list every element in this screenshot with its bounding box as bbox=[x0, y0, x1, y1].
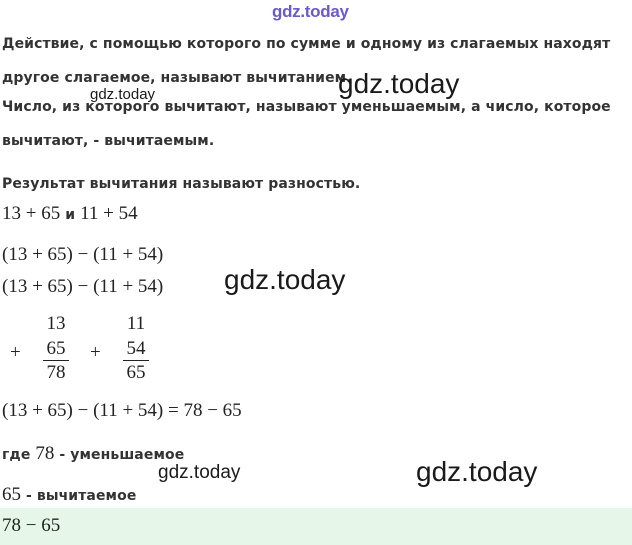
result-expression: (13 + 65) − (11 + 54) = 78 − 65 bbox=[2, 400, 242, 421]
where-word: где bbox=[2, 447, 36, 463]
definition-line-4: вычитают, - вычитаемым. bbox=[2, 133, 215, 149]
subtrahend-number: 65 bbox=[2, 484, 21, 505]
col2-result: 65 bbox=[126, 362, 146, 383]
watermark: gdz.today bbox=[338, 68, 460, 99]
answer-highlight bbox=[0, 508, 632, 545]
col1-top: 13 bbox=[46, 313, 66, 334]
and-word: и bbox=[60, 207, 81, 223]
definition-line-1: Действие, с помощью которого по сумме и одному из слагаемых находят bbox=[2, 36, 611, 52]
definition-line-2: другое слагаемое, называют вычитанием. bbox=[2, 70, 352, 86]
minuend-label: - уменьшаемое bbox=[54, 447, 185, 463]
subtrahend-label: - вычитаемое bbox=[21, 488, 137, 504]
watermark: gdz.today bbox=[90, 86, 156, 103]
definition-line-5: Результат вычитания называют разностью. bbox=[2, 176, 361, 192]
col2-mid: 54 bbox=[123, 338, 149, 361]
col2-top: 11 bbox=[126, 313, 146, 334]
watermark: gdz.today bbox=[416, 456, 538, 487]
answer-expression: 78 − 65 bbox=[2, 515, 61, 536]
sum-a: 13 + 65 bbox=[2, 203, 61, 224]
watermark: gdz.today bbox=[158, 462, 241, 483]
minuend-number: 78 bbox=[35, 443, 55, 464]
expression-1: (13 + 65) − (11 + 54) bbox=[2, 244, 164, 265]
sum-b: 11 + 54 bbox=[80, 203, 138, 224]
minuend-line bbox=[2, 443, 184, 465]
definition-line-3: Число, из которого вычитают, называют уменьшаемым, а число, которое bbox=[2, 99, 611, 115]
site-logo: gdz.today bbox=[272, 2, 349, 21]
sums-line bbox=[2, 203, 138, 225]
watermark: gdz.today bbox=[224, 264, 346, 295]
col1-mid: 65 bbox=[43, 338, 69, 361]
expression-2: (13 + 65) − (11 + 54) bbox=[2, 276, 164, 297]
col1-result: 78 bbox=[46, 362, 66, 383]
col2-plus-sign: + bbox=[90, 342, 101, 363]
col1-plus-sign: + bbox=[10, 342, 21, 363]
subtrahend-line bbox=[2, 484, 136, 506]
